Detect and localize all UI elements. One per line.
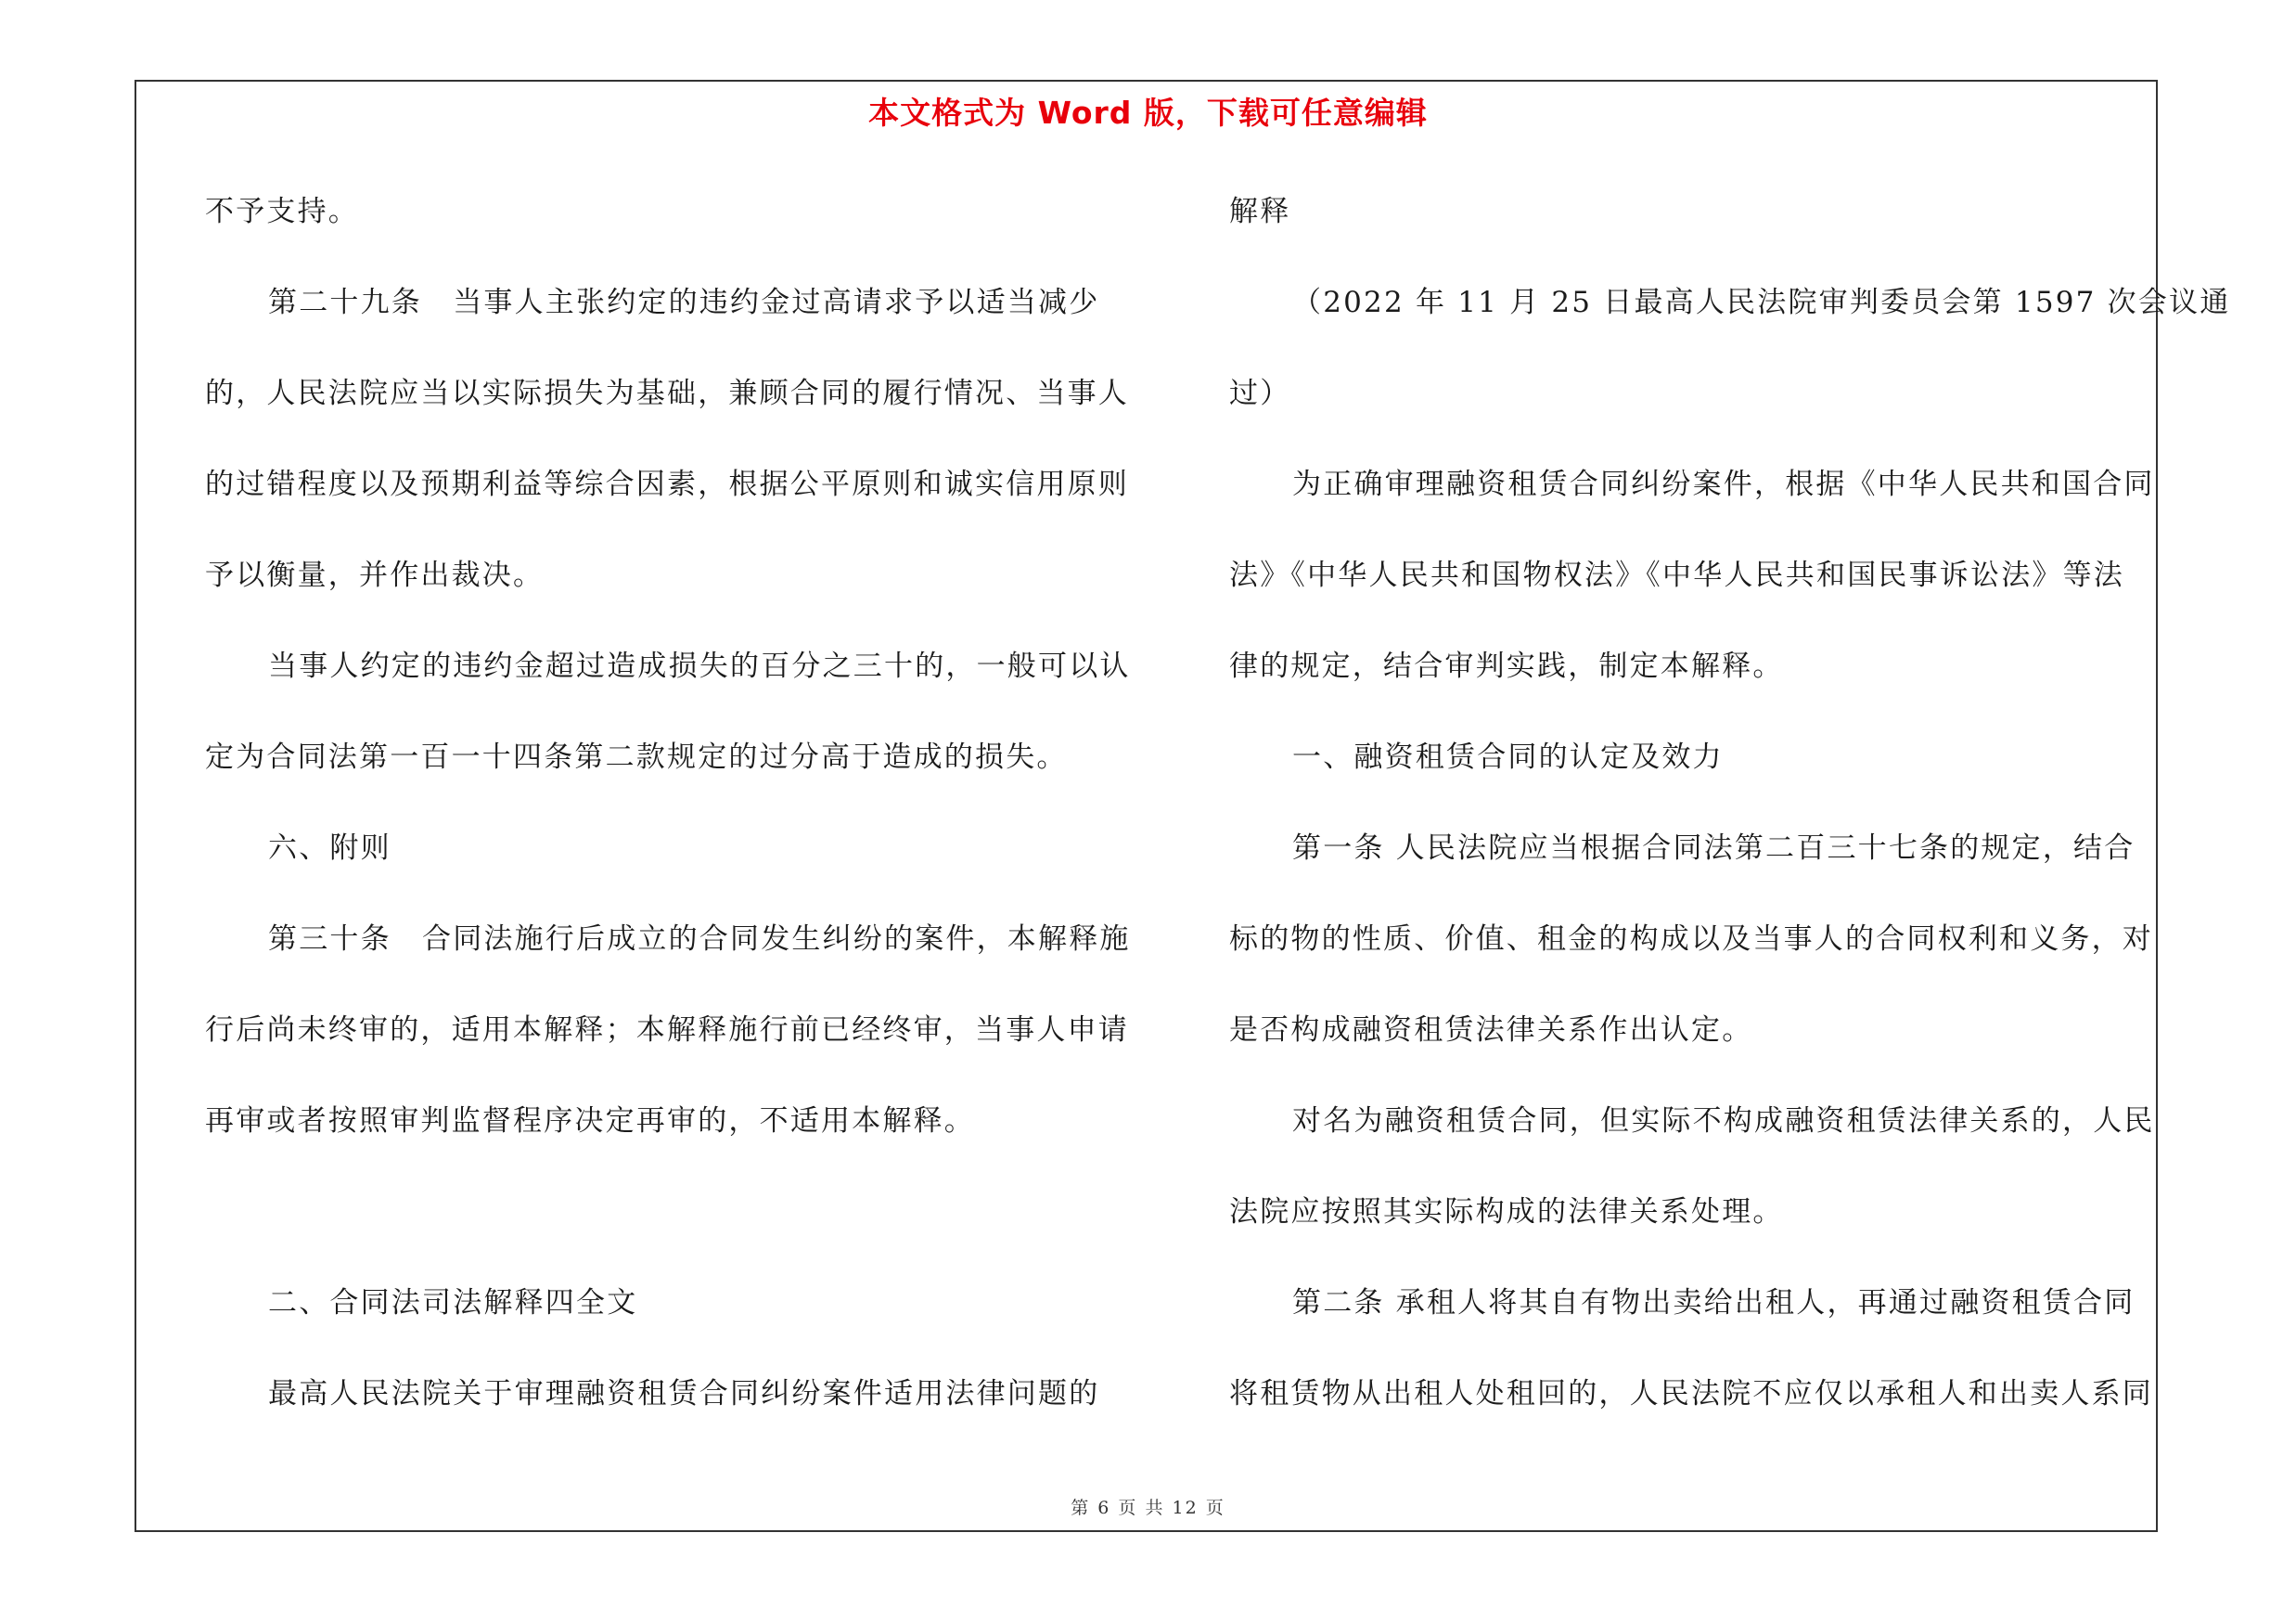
text-line: 解释 xyxy=(1229,195,1291,228)
text-line: 予以衡量，并作出裁决。 xyxy=(205,559,545,592)
section-heading: 二、合同法司法解释四全文 xyxy=(268,1286,638,1320)
text-line: （2022 年 11 月 25 日最高人民法院审判委员会第 1597 次会议通 xyxy=(1292,286,2231,319)
text-line: 第一条 人民法院应当根据合同法第二百三十七条的规定，结合 xyxy=(1292,831,2136,865)
section-heading: 一、融资租赁合同的认定及效力 xyxy=(1292,741,1724,774)
text-line: 的过错程度以及预期利益等综合因素，根据公平原则和诚实信用原则 xyxy=(205,468,1129,501)
text-line: 律的规定，结合审判实践，制定本解释。 xyxy=(1229,650,1784,683)
text-line: 不予支持。 xyxy=(205,195,359,228)
text-line: 第三十条 合同法施行后成立的合同发生纠纷的案件，本解释施 xyxy=(268,922,1131,956)
text-line: 为正确审理融资租赁合同纠纷案件，根据《中华人民共和国合同 xyxy=(1292,468,2155,501)
text-line: 对名为融资租赁合同，但实际不构成融资租赁法律关系的，人民 xyxy=(1292,1104,2155,1138)
text-line: 将租赁物从出租人处租回的，人民法院不应仅以承租人和出卖人系同 xyxy=(1229,1377,2153,1410)
section-heading: 六、附则 xyxy=(268,831,391,865)
text-line: 当事人约定的违约金超过造成损失的百分之三十的，一般可以认 xyxy=(268,650,1131,683)
text-line: 法》《中华人民共和国物权法》《中华人民共和国民事诉讼法》等法 xyxy=(1229,559,2124,592)
text-line: 行后尚未终审的，适用本解释；本解释施行前已经终审，当事人申请 xyxy=(205,1013,1129,1047)
right-column xyxy=(1229,182,2231,1455)
left-column xyxy=(205,182,1133,1455)
text-line: 法院应按照其实际构成的法律关系处理。 xyxy=(1229,1195,1784,1229)
text-line: 第二条 承租人将其自有物出卖给出租人，再通过融资租赁合同 xyxy=(1292,1286,2136,1320)
page-banner: 本文格式为 Word 版，下载可任意编辑 xyxy=(868,95,1428,131)
text-line: 的，人民法院应当以实际损失为基础，兼顾合同的履行情况、当事人 xyxy=(205,377,1129,410)
text-line: 定为合同法第一百一十四条第二款规定的过分高于造成的损失。 xyxy=(205,741,1068,774)
text-line: 标的物的性质、价值、租金的构成以及当事人的合同权利和义务，对 xyxy=(1229,922,2153,956)
text-line: 第二十九条 当事人主张约定的违约金过高请求予以适当减少 xyxy=(268,286,1100,319)
page-number-footer: 第 6 页 共 12 页 xyxy=(1071,1498,1225,1518)
text-line: 是否构成融资租赁法律关系作出认定。 xyxy=(1229,1013,1753,1047)
text-line: 最高人民法院关于审理融资租赁合同纠纷案件适用法律问题的 xyxy=(268,1377,1100,1410)
text-line: 再审或者按照审判监督程序决定再审的，不适用本解释。 xyxy=(205,1104,975,1138)
blank-line xyxy=(205,1182,1133,1273)
text-line: 过） xyxy=(1229,377,1291,410)
